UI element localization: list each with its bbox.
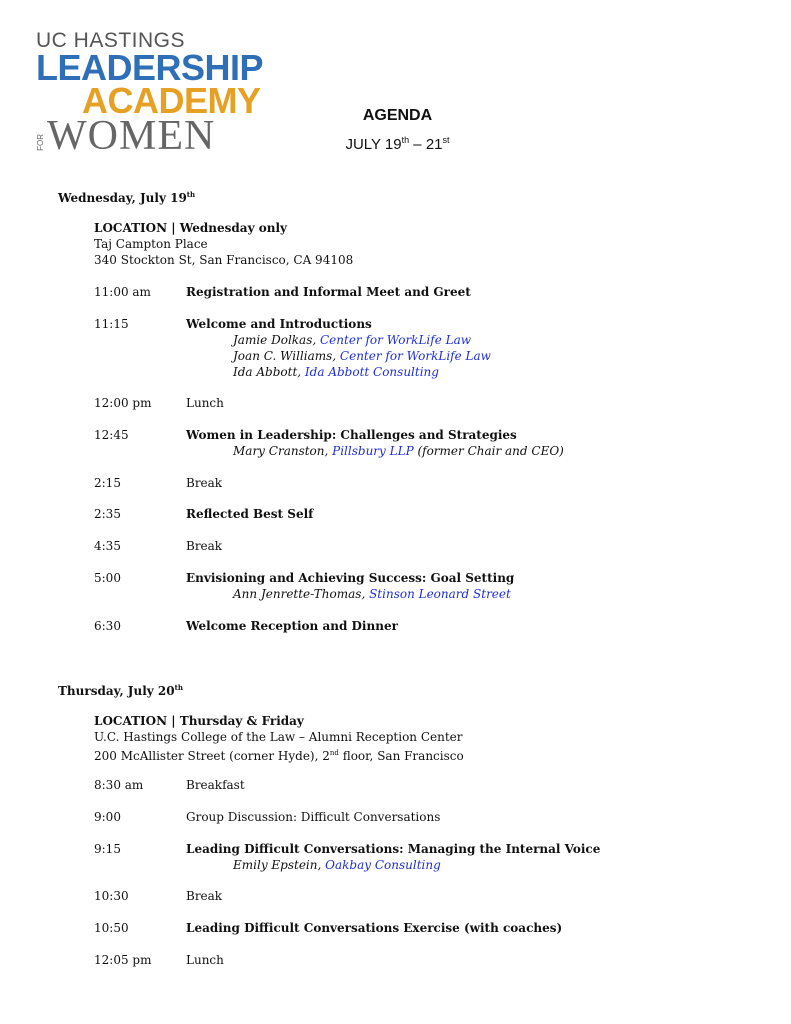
day-heading-sup: th bbox=[186, 190, 196, 199]
logo-line-women: WOMEN bbox=[47, 113, 216, 159]
speaker-line bbox=[233, 364, 439, 380]
agenda-time: 2:35 bbox=[94, 507, 121, 521]
agenda-time: 2:15 bbox=[94, 476, 121, 490]
agenda-title: Leading Difficult Conversations: Managing the Internal Voice bbox=[186, 842, 601, 856]
agenda-time: 6:30 bbox=[94, 619, 121, 633]
agenda-title: Break bbox=[186, 476, 223, 490]
agenda-time: 8:30 am bbox=[94, 778, 144, 792]
logo-for: FOR bbox=[36, 134, 45, 151]
location-line-part: floor, San Francisco bbox=[338, 749, 464, 763]
speaker-org-link[interactable]: Center for WorkLife Law bbox=[320, 333, 472, 347]
speaker-org-link[interactable]: Oakbay Consulting bbox=[325, 858, 441, 872]
agenda-time: 9:15 bbox=[94, 842, 121, 856]
location-line-sup: nd bbox=[329, 749, 339, 757]
agenda-title: Registration and Informal Meet and Greet bbox=[186, 285, 471, 299]
agenda-title: Breakfast bbox=[186, 778, 245, 792]
location-heading: LOCATION | Thursday & Friday bbox=[94, 714, 304, 728]
dates-start-sup: th bbox=[401, 135, 410, 145]
speaker-name: Mary Cranston, bbox=[233, 444, 333, 458]
agenda-time: 5:00 bbox=[94, 571, 121, 585]
agenda-title: Break bbox=[186, 889, 223, 903]
dates-end-sup: st bbox=[442, 135, 450, 145]
day-heading-text: Wednesday, July 19 bbox=[58, 191, 187, 205]
agenda-time: 11:15 bbox=[94, 317, 129, 331]
location-block-thursday bbox=[94, 713, 464, 764]
speaker-org-link[interactable]: Center for WorkLife Law bbox=[339, 349, 491, 363]
location-line: Taj Campton Place bbox=[94, 237, 208, 251]
dates-start: JULY 19 bbox=[345, 136, 402, 153]
speaker-suffix: (former Chair and CEO) bbox=[413, 444, 564, 458]
agenda-title: Lunch bbox=[186, 953, 224, 967]
speaker-line bbox=[233, 586, 511, 602]
agenda-time: 12:45 bbox=[94, 428, 129, 442]
agenda-title: Welcome and Introductions bbox=[186, 317, 372, 331]
agenda-time: 11:00 am bbox=[94, 285, 151, 299]
speaker-org-link[interactable]: Ida Abbott Consulting bbox=[304, 365, 439, 379]
speaker-line bbox=[233, 443, 564, 459]
page-title: AGENDA bbox=[362, 107, 433, 124]
logo bbox=[36, 29, 264, 159]
agenda-title: Envisioning and Achieving Success: Goal Setting bbox=[186, 571, 515, 585]
speaker-line bbox=[233, 857, 441, 873]
speaker-line bbox=[233, 332, 471, 348]
agenda-dates bbox=[300, 135, 495, 153]
speaker-name: Jamie Dolkas, bbox=[233, 333, 320, 347]
speaker-name: Joan C. Williams, bbox=[233, 349, 340, 363]
day-heading-sup: th bbox=[174, 683, 183, 692]
logo-line-leadership: LEADERSHIP bbox=[36, 47, 264, 88]
agenda-time: 12:05 pm bbox=[94, 953, 152, 967]
day-heading-thursday bbox=[58, 683, 183, 698]
speaker-line bbox=[233, 348, 491, 364]
agenda-time: 12:00 pm bbox=[94, 396, 152, 410]
location-line bbox=[94, 745, 464, 764]
logo-line-academy: ACADEMY bbox=[82, 80, 261, 121]
speaker-name: Ann Jenrette-Thomas, bbox=[233, 587, 370, 601]
day-heading-wednesday bbox=[58, 190, 195, 205]
agenda-title: Lunch bbox=[186, 396, 224, 410]
agenda-time: 4:35 bbox=[94, 539, 121, 553]
location-block-wednesday bbox=[94, 220, 353, 268]
speaker-org-link[interactable]: Pillsbury LLP bbox=[332, 444, 414, 458]
location-line-part: 200 McAllister Street (corner Hyde), 2 bbox=[94, 749, 330, 763]
agenda-time: 10:50 bbox=[94, 921, 129, 935]
speaker-name: Emily Epstein, bbox=[233, 858, 326, 872]
agenda-title: Leading Difficult Conversations Exercise (with coaches) bbox=[186, 921, 563, 935]
logo-women-row bbox=[36, 113, 236, 159]
agenda-time: 9:00 bbox=[94, 810, 121, 824]
agenda-title: Women in Leadership: Challenges and Strategies bbox=[186, 428, 517, 442]
logo-line-uc-hastings: UC HASTINGS bbox=[36, 29, 186, 52]
location-line: U.C. Hastings College of the Law – Alumni Reception Center bbox=[94, 730, 463, 744]
speaker-org-link[interactable]: Stinson Leonard Street bbox=[369, 587, 511, 601]
speaker-name: Ida Abbott, bbox=[233, 365, 305, 379]
day-heading-text: Thursday, July 20 bbox=[58, 684, 175, 698]
agenda-title: Reflected Best Self bbox=[186, 507, 314, 521]
location-line: 340 Stockton St, San Francisco, CA 94108 bbox=[94, 253, 354, 267]
agenda-title: Break bbox=[186, 539, 223, 553]
agenda-time: 10:30 bbox=[94, 889, 129, 903]
agenda-title: Welcome Reception and Dinner bbox=[186, 619, 398, 633]
location-heading: LOCATION | Wednesday only bbox=[94, 221, 287, 235]
agenda-title: Group Discussion: Difficult Conversations bbox=[186, 810, 441, 824]
dates-end: – 21 bbox=[409, 136, 443, 153]
